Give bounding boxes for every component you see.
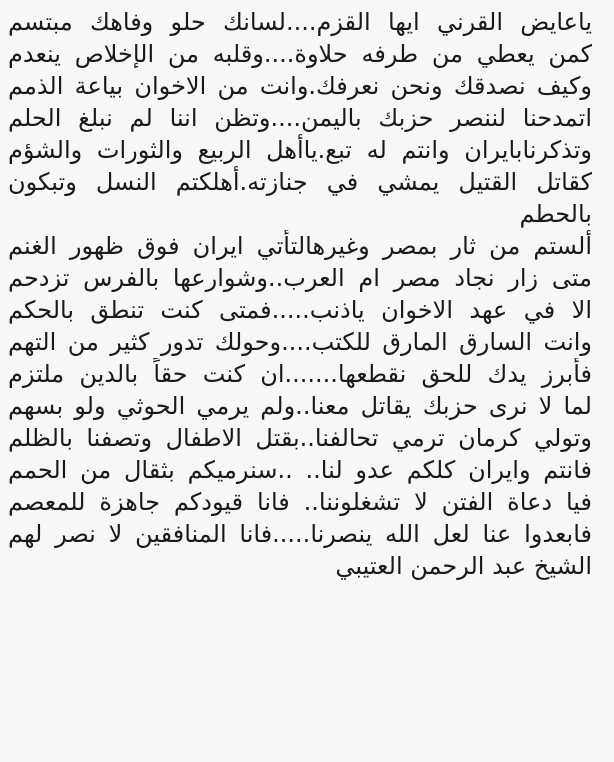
poem-line: اتمدحنا لننصر حزبك باليمن....وتظن اننا لم نبلغ الحلم xyxy=(8,104,592,132)
poem-line: فأبرز يدك للحق نقطعها.......ان كنت حقاً بالدين ملتزم xyxy=(8,360,592,388)
poem-line: كمن يعطي من طرفه حلاوة....وقلبه من الإخلاص ينعدم xyxy=(8,40,592,68)
author-signature: الشيخ عبد الرحمن العتيبي xyxy=(335,552,592,580)
poem-line: بالحطم xyxy=(519,200,592,228)
poem-line: فابعدوا عنا لعل الله ينصرنا.....فانا المنافقين لا نصر لهم xyxy=(8,520,592,548)
poem-line: لما لا نرى حزبك يقاتل معنا..ولم يرمي الحوثي ولو بسهم xyxy=(8,392,592,420)
poem-line: وكيف نصدقك ونحن نعرفك.وانت من الاخوان بياعة الذمم xyxy=(8,72,592,100)
poem-line: فانتم وايران كلكم عدو لنا.. ..سنرميكم بثقال من الحمم xyxy=(8,456,592,484)
poem-line: كقاتل القتيل يمشي في جنازته.أهلكتم النسل وتبكون xyxy=(8,168,592,196)
poem-text xyxy=(8,6,592,582)
poem-line: وتولي كرمان ترمي تحالفنا..بقتل الاطفال وتصفنا بالظلم xyxy=(8,424,592,452)
poem-line: وانت السارق المارق للكتب....وحولك تدور كثير من التهم xyxy=(8,328,592,356)
poem-line: الا في عهد الاخوان ياذنب.....فمتى كنت تنطق بالحكم xyxy=(8,296,592,324)
poem-line: فيا دعاة الفتن لا تشغلوننا.. فانا قيودكم جاهزة للمعصم xyxy=(8,488,592,516)
poem-line: وتذكرنابايران وانتم له تبع.ياأهل الربيع والثورات والشؤم xyxy=(8,136,592,164)
poem-line: متى زار نجاد مصر ام العرب..وشوارعها بالفرس تزدحم xyxy=(8,264,592,292)
poem-line: ياعايض القرني ايها القزم....لسانك حلو وفاهك مبتسم xyxy=(8,8,592,36)
poem-line: ألستم من ثار بمصر وغيرهالتأتي ايران فوق ظهور الغنم xyxy=(8,232,592,260)
